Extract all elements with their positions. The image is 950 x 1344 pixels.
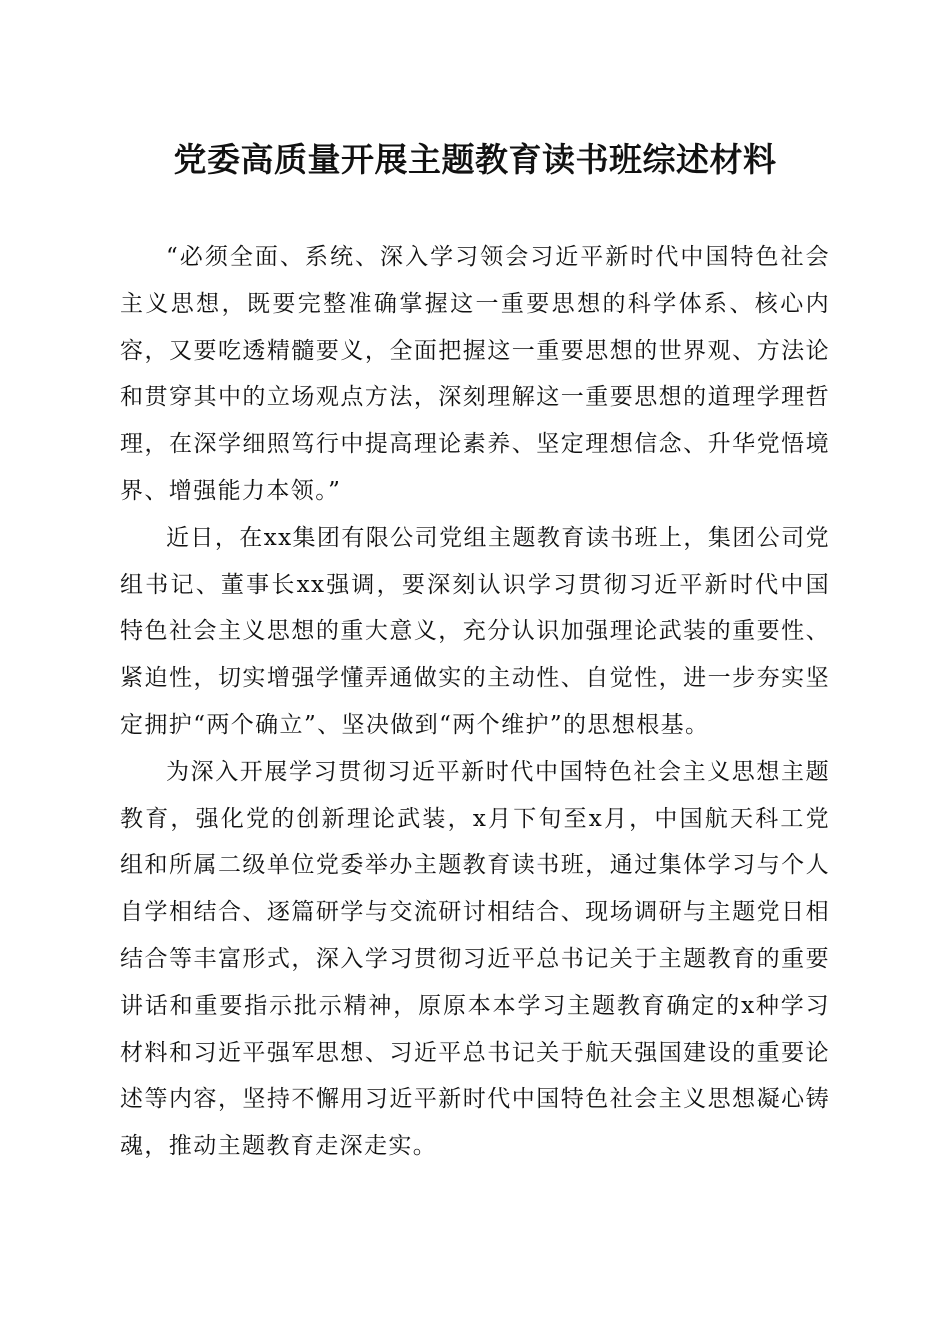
document-body: [120, 234, 830, 1170]
paragraph-reading-class: 近日，在xx集团有限公司党组主题教育读书班上，集团公司党组书记、董事长xx强调，要深刻认识学习贯彻习近平新时代中国特色社会主义思想的重大意义，充分认识加强理论武装的重要性、紧迫性，切实增强学懂弄通做实的主动性、自觉性，进一步夯实坚定拥护“两个确立”、坚决做到“两个维护”的思想根基。: [120, 524, 830, 738]
document-title: 党委高质量开展主题教育读书班综述材料: [173, 140, 777, 179]
paragraph-theme-education: 为深入开展学习贯彻习近平新时代中国特色社会主义思想主题教育，强化党的创新理论武装，x月下旬至x月，中国航天科工党组和所属二级单位党委举办主题教育读书班，通过集体学习与个人自学相结合、逐篇研学与交流研讨相结合、现场调研与主题党日相结合等丰富形式，深入学习贯彻习近平总书记关于主题教育的重要讲话和重要指示批示精神，原原本本学习主题教育确定的x种学习材料和习近平强军思想、习近平总书记关于航天强国建设的重要论述等内容，坚持不懈用习近平新时代中国特色社会主义思想凝心铸魂，推动主题教育走深走实。: [120, 758, 830, 1160]
paragraph-quote: “必须全面、系统、深入学习领会习近平新时代中国特色社会主义思想，既要完整准确掌握这一重要思想的科学体系、核心内容，又要吃透精髓要义，全面把握这一重要思想的世界观、方法论和贯穿其中的立场观点方法，深刻理解这一重要思想的道理学理哲理，在深学细照笃行中提高理论素养、坚定理想信念、升华党悟境界、增强能力本领。”: [120, 244, 830, 504]
